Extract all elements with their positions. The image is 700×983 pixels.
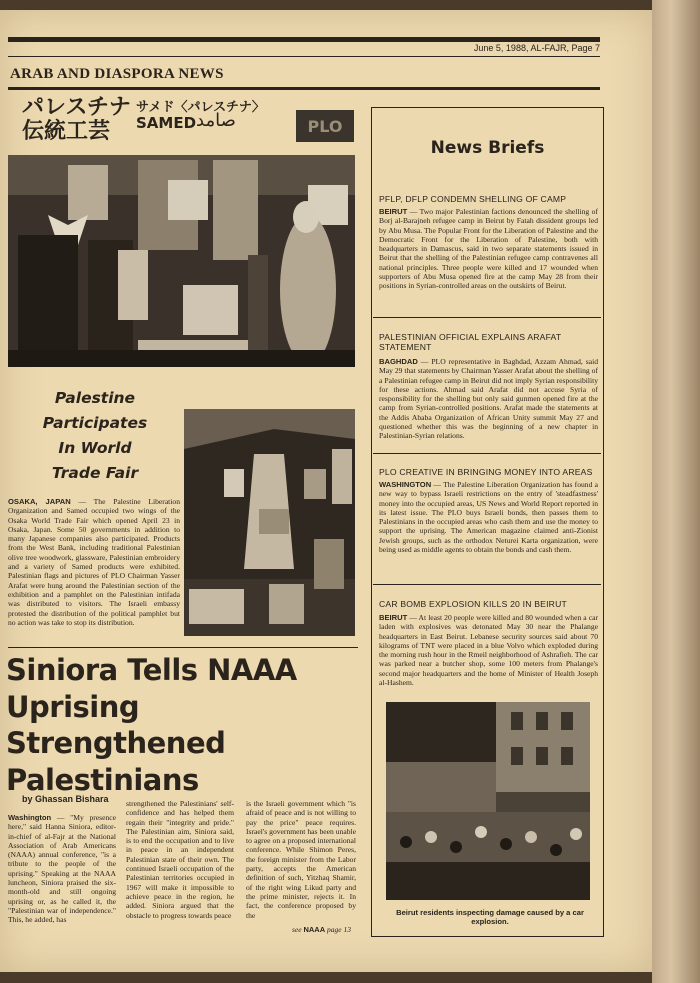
brief-body xyxy=(379,480,598,554)
beirut-explosion-photo xyxy=(386,702,590,900)
brief-dateline: BAGHDAD xyxy=(379,357,418,366)
main-headline xyxy=(6,652,366,798)
continued-link[interactable] xyxy=(292,925,351,934)
continued-suffix: page 13 xyxy=(327,925,351,934)
japanese-logo xyxy=(22,96,131,144)
brief-body-text: — Two major Palestinian factions denounced the shelling of Borj al-Barajneh refugee camp in Beirut by Fatah dissident groups led by Abu Musa. The Popular Front for the Liberation of Palestine and the Democratic Front for the Liberation of Palestine, both with headquarters in Damascus, said in two separate statements issued in Beirut that the shelling of the Palestinian refugee camp contravenes all national principles. Three people were killed and 17 wounded when supporters of Abu Musa opened fire at the camp May 28 from their positions in Syrian-controlled areas on the outskirts of Beirut. xyxy=(379,207,598,291)
fair-headline-line: Trade Fair xyxy=(51,464,139,482)
section-rule xyxy=(8,87,600,90)
brief-body xyxy=(379,357,598,441)
japanese-logo-line1: パレスチナ xyxy=(22,95,131,120)
page-dateline: June 5, 1988, AL-FAJR, Page 7 xyxy=(473,43,600,53)
fair-article-body xyxy=(8,497,180,627)
binding-spine xyxy=(652,0,700,983)
story-column-3: is the Israeli government which "is afraid of peace and is not willing to pay the price" peace requires. Israel's government has been unable to agree on a proposed international conference. While Shimon Peres, the foreign minister from the Labor party, accepts the American definition of such, Yitzhaq Shamir, of the right wing Likud party and the prime minister, rejects it. In fact, the conference proposed by the xyxy=(246,799,356,920)
continued-label: NAAA xyxy=(303,925,326,934)
fair-headline-line: Palestine xyxy=(54,389,136,407)
japanese-logo-line2: 伝統工芸 xyxy=(22,119,111,144)
brief-divider xyxy=(373,584,601,585)
byline: by Ghassan Bishara xyxy=(22,794,109,804)
story-column-1-text: — "My presence here," said Hanna Siniora, editor-in-chief of al-Fajr at the National Association of Arab Americans (NAAA) annual conference, "is a tribute to the people of the uprising." Speaking at the NAAA luncheon, Siniora praised the six-month-old and still ongoing uprising or, as he called it, the "Palestinian war of independence." This, he added, has xyxy=(8,813,116,925)
story-divider xyxy=(8,647,358,648)
brief-dateline: WASHINGTON xyxy=(379,480,432,489)
main-headline-line: Palestinians xyxy=(6,762,199,797)
brief-body xyxy=(379,207,598,291)
brief-headline: PALESTINIAN OFFICIAL EXPLAINS ARAFAT STATEMENT xyxy=(379,332,562,352)
continued-prefix: see xyxy=(292,925,302,934)
news-briefs-title: News Briefs xyxy=(430,138,545,158)
embroidery-display-photo xyxy=(184,409,355,636)
fair-headline-line: Participates xyxy=(42,414,148,432)
brief-divider xyxy=(373,453,601,454)
brief-headline: PFLP, DFLP CONDEMN SHELLING OF CAMP xyxy=(379,194,567,204)
plo-banner: PLO xyxy=(296,110,354,142)
brief-dateline: BEIRUT xyxy=(379,207,408,216)
brief-headline: PLO CREATIVE IN BRINGING MONEY INTO AREAS xyxy=(379,467,593,477)
newspaper-page xyxy=(0,10,652,972)
header-rule xyxy=(8,56,600,57)
story-dateline: Washington xyxy=(8,813,52,822)
samed-logo-text: SAMED xyxy=(136,114,197,132)
fair-body-text: — The Palestine Liberation Organization and Samed occupied two wings of the Osaka World Trade Fair which opened April 23 in Osaka, Japan. Some 50 governments in addition to many Japanese companies also participated. Products from the West Bank, including traditional Palestinian olive tree woodwork, glassware, Palestinian embroidery and a variety of Samed products were exhibited. Palestinian flags and pictures of PLO Chairman Yasser Arafat were hung around the Palestinian section of the exhibition and a pamphlet on the Palestinian intifada was distributed to visitors. The Israeli embassy protested the distribution of the political pamphlet but no action was take to stop its distribution. xyxy=(8,497,181,627)
samed-japanese-label: サメド〈パレスチナ〉 xyxy=(136,100,265,115)
fair-headline-line: In World xyxy=(58,439,132,457)
exhibition-booth-photo xyxy=(8,155,355,367)
main-headline-line: Siniora Tells NAAA xyxy=(6,653,297,687)
brief-body xyxy=(379,613,598,687)
brief-body-text: — PLO representative in Baghdad, Azzam Ahmad, said May 29 that statements by Chairman Yasser Arafat about the shelling of a Palestinian refugee camp in Beirut did not imply Syrian responsibility for these actions. Ahmad said Arafat did not accuse Syria of responsibility for the shelling but only said gunmen opened fire at the camp from Syrian-controlled positions. Arafat made the statements at the Addis Ababa Organization of African Unity summit May 27 and questioned whether this was the beginning of a new chapter in Palestinian-Syrian relations. xyxy=(379,357,598,441)
fair-dateline: OSAKA, JAPAN xyxy=(8,497,71,506)
photo-caption: Beirut residents inspecting damage caused by a car explosion. xyxy=(396,908,584,926)
main-headline-line: Uprising Strengthened xyxy=(6,689,226,760)
brief-body-text: — At least 20 people were killed and 80 wounded when a car laden with explosives was detonated May 30 near the Phalange headquarters in East Beirut. Lebanese security sources said about 70 kilograms of TNT were placed in a blue Volvo which exploded during the morning rush hour in the Rmeil neighborhood of Ashrafieh. The car was parked near a butcher shop, some 100 meters from Phalange's second major headquarters and the home of Minister of Health Joseph al-Hashem. xyxy=(379,613,598,688)
story-column-1 xyxy=(8,813,116,925)
brief-divider xyxy=(373,317,601,318)
fair-headline xyxy=(10,386,180,486)
brief-dateline: BEIRUT xyxy=(379,613,408,622)
top-rule xyxy=(8,37,600,42)
story-column-2: strengthened the Palestinians' self-confidence and has helped them regain their "integrity and pride." The Palestinian aim, Siniora said, is to end the occupation and to live in peace in an independent Palestinian state of their own. The continued Israeli occupation of the Palestinian territories occupied in 1967 will make it impossible to achieve peace in the region, he added. Siniora argued that the obstacle to progress towards peace xyxy=(126,799,234,920)
brief-headline: CAR BOMB EXPLOSION KILLS 20 IN BEIRUT xyxy=(379,599,567,609)
samed-arabic-logo: صامد xyxy=(196,110,236,131)
section-title: ARAB AND DIASPORA NEWS xyxy=(10,66,224,82)
brief-body-text: — The Palestine Liberation Organization has found a new way to bypass Israeli restrictions on the entry of 'steadfastness' money into the occupied areas, US News and World Report reported in its latest issue. The PLO buys Israeli bonds, then passes them to Palestinians in the occupied areas who cash them and use the money to support the uprising. The American magazine claimed anti-Zionist Jewish groups, such as the orthodox Neturei Karta organization, were being used as middle agents to obtain the bonds and cash them. xyxy=(379,480,598,555)
